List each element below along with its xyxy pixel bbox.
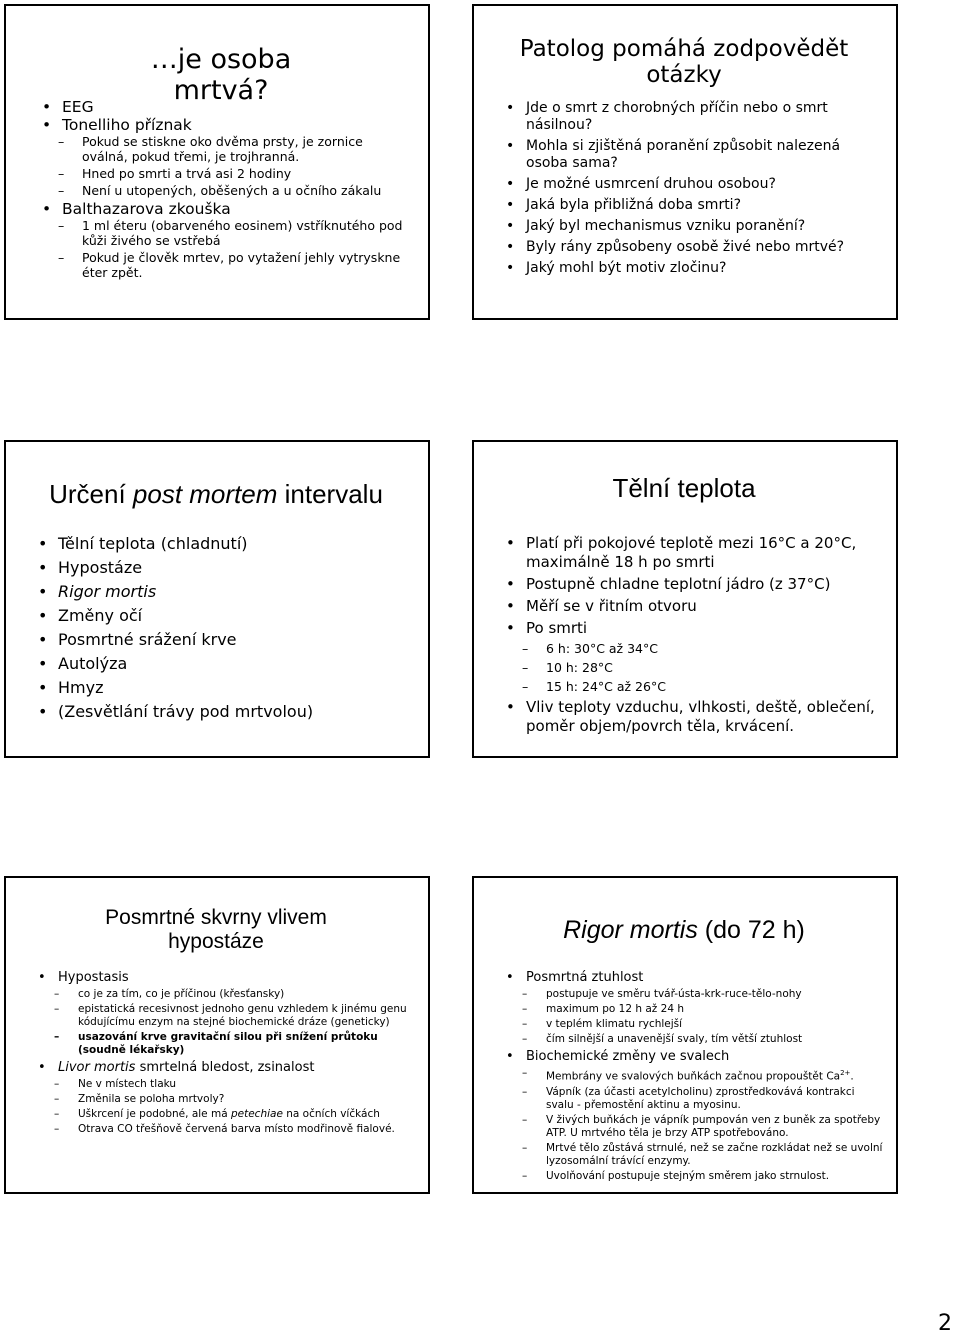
slide-1 bbox=[4, 4, 430, 320]
slide-3-title-post: intervalu bbox=[277, 479, 383, 509]
page-number: 2 bbox=[938, 1311, 952, 1336]
list-item: – Otrava CO třešňově červená barva místo modřinově fialové. bbox=[36, 1123, 416, 1136]
list-item: – Ne v místech tlaku bbox=[36, 1078, 416, 1091]
list-item: • Změny očí bbox=[36, 606, 416, 626]
list-item: • Mohla si zjištěná poranění způsobit nalezená osoba sama? bbox=[504, 138, 874, 172]
list-item: • Jde o smrt z chorobných příčin nebo o smrt násilnou? bbox=[504, 100, 874, 134]
list-item-pre: Uškrcení je podobné, ale má bbox=[78, 1108, 231, 1120]
list-item: • Měří se v řitním otvoru bbox=[504, 597, 884, 616]
slide-5 bbox=[4, 876, 430, 1194]
list-item: – 1 ml éteru (obarveného eosinem) vstříknutého pod kůži živého se vstřebá bbox=[40, 218, 410, 248]
list-item: • Postupně chladne teplotní jádro (z 37°C) bbox=[504, 575, 884, 594]
list-item: – Hned po smrti a trvá asi 2 hodiny bbox=[40, 166, 410, 181]
list-item: – v teplém klimatu rychlejší bbox=[504, 1018, 884, 1031]
list-item: • Posmrtné srážení krve bbox=[36, 630, 416, 650]
slide-3-title-pre: Určení bbox=[49, 479, 133, 509]
list-item: – Vápník (za účasti acetylcholinu) zprostředkovává kontrakci svalu - přemostění aktinu a myosinu. bbox=[504, 1086, 884, 1112]
list-item-text: Membrány ve svalových buňkách začnou propouštět Ca bbox=[546, 1070, 841, 1083]
list-item: – maximum po 12 h až 24 h bbox=[504, 1003, 884, 1016]
list-item: – co je za tím, co je příčinou (křesťansky) bbox=[36, 988, 416, 1001]
list-item: • EEG bbox=[40, 98, 410, 116]
list-item-tail: . bbox=[850, 1070, 854, 1083]
list-item: – Změnila se poloha mrtvoly? bbox=[36, 1093, 416, 1106]
slide-2 bbox=[472, 4, 898, 320]
list-item: • Hypostasis bbox=[36, 970, 416, 986]
list-item: – čím silnější a unavenější svaly, tím větší ztuhlost bbox=[504, 1033, 884, 1046]
slide-3-list bbox=[36, 534, 416, 722]
slide-3 bbox=[4, 440, 430, 758]
list-item: • Tělní teplota (chladnutí) bbox=[36, 534, 416, 554]
list-item: • Po smrti bbox=[504, 619, 884, 638]
list-item: • Posmrtná ztuhlost bbox=[504, 970, 884, 986]
list-item: • Je možné usmrcení druhou osobou? bbox=[504, 176, 874, 193]
list-item: • Balthazarova zkouška bbox=[40, 200, 410, 218]
list-item: • (Zesvětlání trávy pod mrtvolou) bbox=[36, 702, 416, 722]
list-item: • Autolýza bbox=[36, 654, 416, 674]
slide-4-list bbox=[504, 534, 884, 736]
list-item: – usazování krve gravitační silou při snížení průtoku (soudně lékařsky) bbox=[36, 1031, 416, 1057]
list-item-sup: 2+ bbox=[840, 1069, 851, 1077]
list-item-post: na očních víčkách bbox=[282, 1108, 380, 1120]
slide-4 bbox=[472, 440, 898, 758]
slide-6-title-italic: Rigor mortis bbox=[563, 916, 698, 944]
list-item: – epistatická recesivnost jednoho genu vzhledem k jinému genu kódujícímu enzym na stejné biochemické dráze (geneticky) bbox=[36, 1003, 416, 1029]
slide-3-title-italic: post mortem bbox=[132, 479, 278, 509]
slide-2-title: Patolog pomáhá zodpovědět otázky bbox=[519, 36, 849, 89]
list-item: • Biochemické změny ve svalech bbox=[504, 1049, 884, 1065]
list-item: – 10 h: 28°C bbox=[504, 660, 884, 676]
slide-1-title: …je osoba mrtvá? bbox=[150, 44, 292, 107]
list-item: • Platí při pokojové teplotě mezi 16°C a 20°C, maximálně 18 h po smrti bbox=[504, 534, 884, 572]
list-item: • Vliv teploty vzduchu, vlhkosti, deště, oblečení, poměr objem/povrch těla, krvácení. bbox=[504, 698, 884, 736]
list-item: • Byly rány způsobeny osobě živé nebo mrtvé? bbox=[504, 239, 874, 256]
slide-1-list bbox=[40, 98, 410, 280]
list-item-rest: smrtelná bledost, zsinalost bbox=[135, 1060, 315, 1075]
list-item: – 6 h: 30°C až 34°C bbox=[504, 641, 884, 657]
list-item bbox=[504, 1067, 884, 1084]
list-item: • Hypostáze bbox=[36, 558, 416, 578]
list-item: • Tonelliho příznak bbox=[40, 116, 410, 134]
list-item-italic: petechiae bbox=[230, 1108, 283, 1120]
list-item bbox=[36, 582, 416, 602]
list-item: – Pokud je člověk mrtev, po vytažení jehly vytryskne éter zpět. bbox=[40, 250, 410, 280]
list-item: • Jaká byla přibližná doba smrti? bbox=[504, 197, 874, 214]
slide-2-list bbox=[504, 100, 874, 277]
list-item: – postupuje ve směru tvář-ústa-krk-ruce-tělo-nohy bbox=[504, 988, 884, 1001]
slide-6 bbox=[472, 876, 898, 1194]
slide-6-title-rest: (do 72 h) bbox=[697, 916, 805, 944]
list-item: – Není u utopených, oběšených a u očního zákalu bbox=[40, 183, 410, 198]
list-item: • Jaký mohl být motiv zločinu? bbox=[504, 260, 874, 277]
list-item: – Mrtvé tělo zůstává strnulé, než se začne rozkládat než se uvolní lyzosomální trávící enzymy. bbox=[504, 1142, 884, 1168]
slide-5-list bbox=[36, 970, 416, 1136]
list-item: – Uvolňování postupuje stejným směrem jako strnulost. bbox=[504, 1170, 884, 1183]
slide-5-title: Posmrtné skvrny vlivem hypostáze bbox=[105, 906, 327, 954]
slide-6-title bbox=[514, 916, 854, 945]
list-item-italic: Livor mortis bbox=[58, 1060, 136, 1075]
slide-4-title: Tělní teplota bbox=[612, 473, 756, 503]
list-item bbox=[36, 1060, 416, 1076]
list-item: • Jaký byl mechanismus vzniku poranění? bbox=[504, 218, 874, 235]
slide-6-list bbox=[504, 970, 884, 1183]
list-item: – Pokud se stiskne oko dvěma prsty, je zornice oválná, pokud třemi, je trojhranná. bbox=[40, 134, 410, 164]
list-item bbox=[36, 1108, 416, 1121]
list-item: – 15 h: 24°C až 26°C bbox=[504, 679, 884, 695]
list-item: – V živých buňkách je vápník pumpován ven z buněk za spotřeby ATP. U mrtvého těla je brzy ATP spotřebováno. bbox=[504, 1114, 884, 1140]
list-item: • Hmyz bbox=[36, 678, 416, 698]
list-item-italic: Rigor mortis bbox=[58, 582, 157, 601]
slide-3-title bbox=[26, 480, 406, 510]
